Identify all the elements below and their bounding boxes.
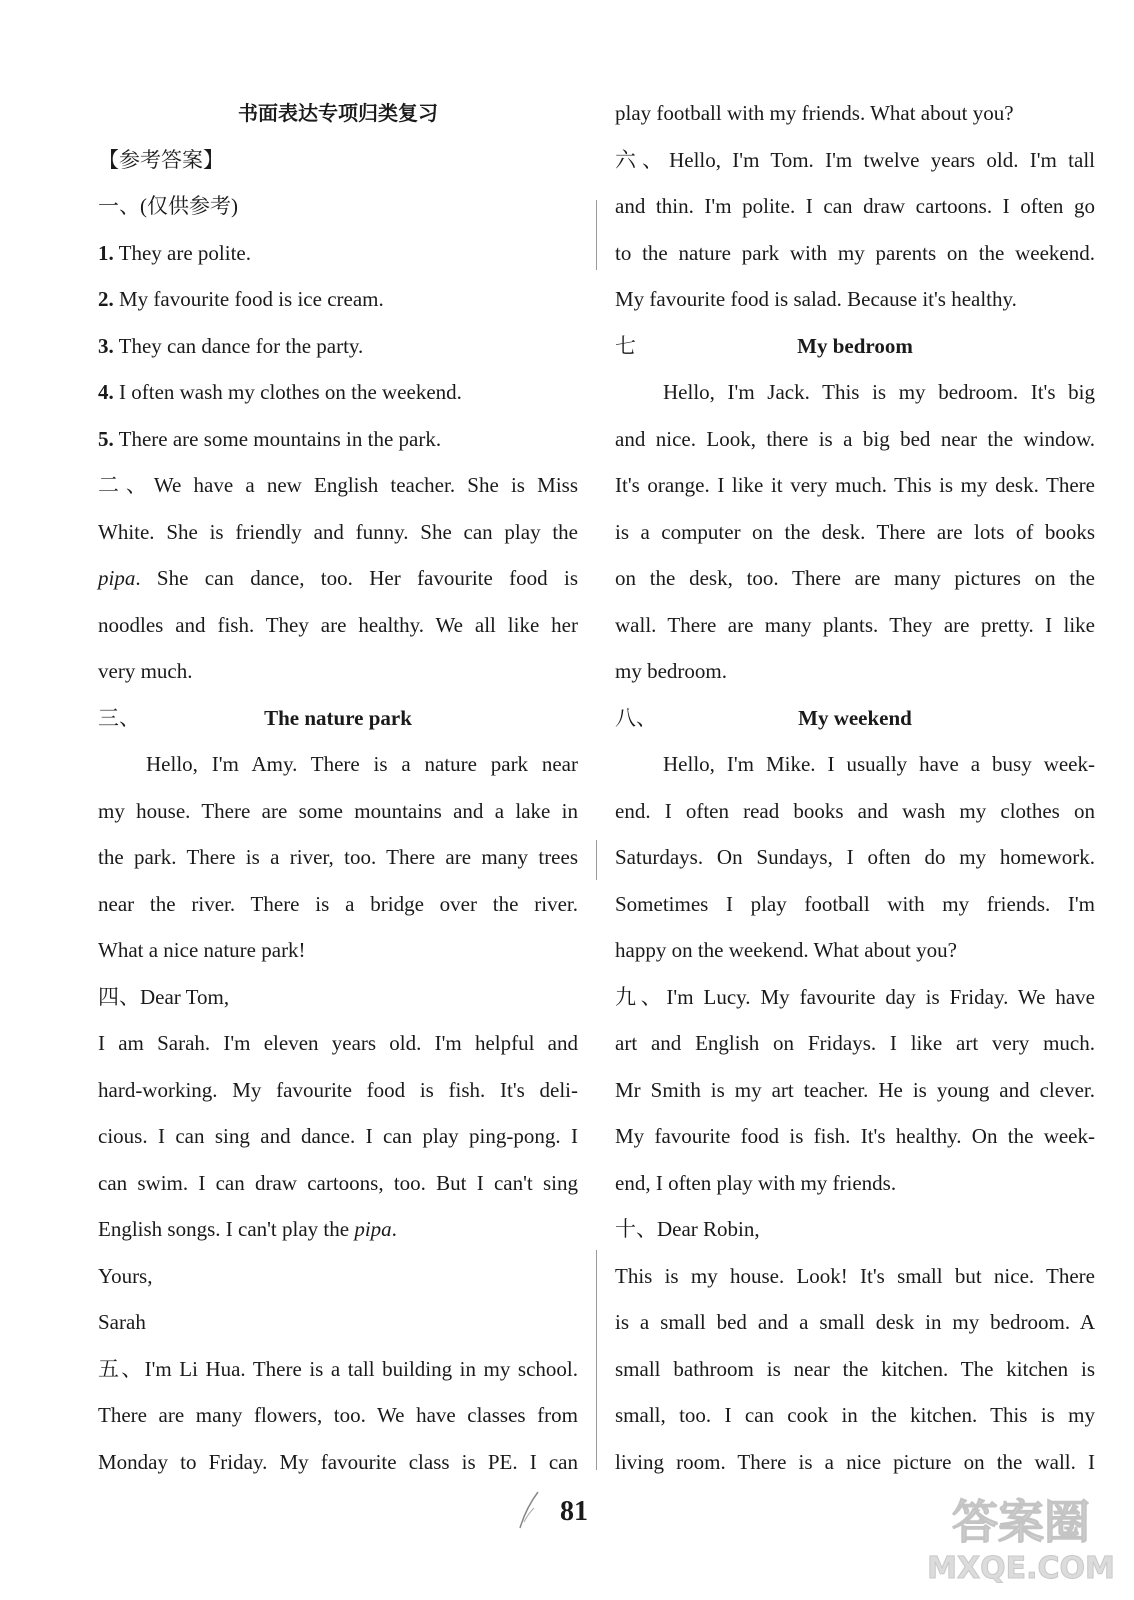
- section-5-line: play football with my friends. What about you?: [615, 101, 1014, 125]
- paragraph-line: near the river. There is a bridge over the river.: [98, 891, 578, 916]
- section-9-line: art and English on Fridays. I like art very much.: [615, 1031, 1095, 1055]
- answer-label: 【参考答案】: [98, 147, 224, 172]
- column-divider: [596, 200, 597, 270]
- section-1-mark: 一、(仅供参考): [98, 194, 238, 218]
- item-number: 3.: [98, 333, 114, 358]
- answer-item: [98, 276, 578, 323]
- section-5-line: Monday to Friday. My favourite class is PE. I can: [98, 1449, 578, 1474]
- item-text: There are some mountains in the park.: [113, 426, 442, 451]
- answer-item: [98, 323, 578, 370]
- section-10-line: small bathroom is near the kitchen. The kitchen is: [615, 1356, 1095, 1381]
- section-9-line: Mr Smith is my art teacher. He is young and clever.: [615, 1077, 1095, 1102]
- item-text: They are polite.: [113, 240, 251, 265]
- italic-word: pipa: [354, 1217, 392, 1241]
- paragraph-line: What a nice nature park!: [98, 938, 306, 962]
- paragraph-line: is a computer on the desk. There are lots of books: [615, 519, 1095, 544]
- section-3-mark: 三、: [98, 705, 140, 730]
- paragraph-line: on the desk, too. There are many pictures on the: [615, 566, 1095, 590]
- section-7-title: My bedroom: [797, 333, 913, 358]
- section-7-heading: [615, 323, 1095, 370]
- page-ornament-icon: [516, 1488, 542, 1534]
- section-10-line: is a small bed and a small desk in my bedroom. A: [615, 1310, 1095, 1334]
- column-divider: [596, 840, 597, 880]
- section-2-line: noodles and fish. They are healthy. We all like her: [98, 612, 578, 637]
- item-number: 1.: [98, 240, 114, 265]
- watermark-top-text: 答案圈: [952, 1495, 1090, 1549]
- section-4-line: hard-working. My favourite food is fish. It's deli-: [98, 1077, 578, 1102]
- paragraph-line: Hello, I'm Mike. I usually have a busy week-: [663, 752, 1095, 776]
- watermark-bottom-text: MXQE.COM: [927, 1551, 1115, 1586]
- paragraph-line: It's orange. I like it very much. This is my desk. There: [615, 473, 1095, 497]
- paragraph-line: wall. There are many plants. They are pretty. I like: [615, 612, 1095, 637]
- letter-closing: Yours,: [98, 1263, 153, 1288]
- section-4-line: 四、Dear Tom,: [98, 984, 230, 1009]
- section-6-line: and thin. I'm polite. I can draw cartoons. I often go: [615, 194, 1095, 218]
- section-4-line: [98, 1206, 578, 1253]
- section-9-line: 九、I'm Lucy. My favourite day is Friday. We have: [615, 984, 1095, 1009]
- paragraph-line: end. I often read books and wash my clothes on: [615, 798, 1095, 823]
- section-10-line: 十、Dear Robin,: [615, 1217, 760, 1241]
- paragraph-line: Hello, I'm Amy. There is a nature park near: [146, 752, 578, 776]
- section-2-line: very much.: [98, 659, 193, 683]
- section-10-line: small, too. I can cook in the kitchen. This is my: [615, 1403, 1095, 1427]
- section-2-line: 二、We have a new English teacher. She is Miss: [98, 473, 578, 497]
- section-7-mark: 七: [615, 333, 636, 358]
- section-2-line: White. She is friendly and funny. She can play the: [98, 519, 578, 544]
- answer-item: [98, 230, 578, 277]
- section-3-title: The nature park: [264, 705, 412, 730]
- item-number: 5.: [98, 426, 114, 451]
- left-column: [98, 90, 578, 1485]
- line-rest: . She can dance, too. Her favourite food is: [135, 566, 578, 590]
- section-8-mark: 八、: [615, 705, 657, 730]
- section-9-line: My favourite food is fish. It's healthy. On the week-: [615, 1124, 1095, 1148]
- item-text: I often wash my clothes on the weekend.: [113, 380, 462, 404]
- line-end: .: [391, 1217, 397, 1241]
- answer-item: [98, 369, 578, 416]
- section-4-line: cious. I can sing and dance. I can play ping-pong. I: [98, 1124, 578, 1148]
- column-divider: [596, 1250, 597, 1470]
- section-6-line: My favourite food is salad. Because it's healthy.: [615, 287, 1017, 311]
- section-2-line: [98, 555, 578, 602]
- section-10-line: This is my house. Look! It's small but nice. There: [615, 1263, 1095, 1288]
- page-number: 81: [560, 1496, 588, 1527]
- paragraph-line: Saturdays. On Sundays, I often do my homework.: [615, 845, 1095, 869]
- paragraph-line: and nice. Look, there is a big bed near the window.: [615, 426, 1095, 451]
- section-4-line: can swim. I can draw cartoons, too. But I can't sing: [98, 1170, 578, 1195]
- section-6-line: to the nature park with my parents on the weekend.: [615, 240, 1095, 265]
- item-number: 4.: [98, 380, 114, 404]
- item-number: 2.: [98, 287, 114, 311]
- section-3-heading: [98, 695, 578, 742]
- section-6-line: 六、Hello, I'm Tom. I'm twelve years old. I'm tall: [615, 147, 1095, 172]
- paragraph-line: my bedroom.: [615, 659, 727, 683]
- section-4-line: I am Sarah. I'm eleven years old. I'm helpful and: [98, 1031, 578, 1055]
- italic-word: pipa: [98, 566, 136, 590]
- section-5-line: There are many flowers, too. We have classes from: [98, 1403, 578, 1427]
- paragraph-line: my house. There are some mountains and a lake in: [98, 798, 578, 823]
- paragraph-line: Sometimes I play football with my friends. I'm: [615, 891, 1095, 916]
- paragraph-line: Hello, I'm Jack. This is my bedroom. It's big: [663, 380, 1095, 404]
- section-8-title: My weekend: [798, 705, 912, 730]
- right-column: [615, 90, 1095, 1485]
- answer-item: [98, 416, 578, 463]
- item-text: My favourite food is ice cream.: [113, 287, 384, 311]
- letter-signature: Sarah: [98, 1310, 146, 1334]
- section-8-heading: [615, 695, 1095, 742]
- page-title: 书面表达专项归类复习: [238, 101, 438, 125]
- item-text: They can dance for the party.: [113, 333, 364, 358]
- line-start: English songs. I can't play the: [98, 1217, 355, 1241]
- paragraph-line: the park. There is a river, too. There are many trees: [98, 845, 578, 869]
- watermark-logo: [926, 1480, 1116, 1590]
- section-5-line: 五、I'm Li Hua. There is a tall building in my school.: [98, 1356, 578, 1381]
- section-9-line: end, I often play with my friends.: [615, 1170, 897, 1195]
- paragraph-line: happy on the weekend. What about you?: [615, 938, 957, 962]
- section-10-line: living room. There is a nice picture on the wall. I: [615, 1449, 1095, 1474]
